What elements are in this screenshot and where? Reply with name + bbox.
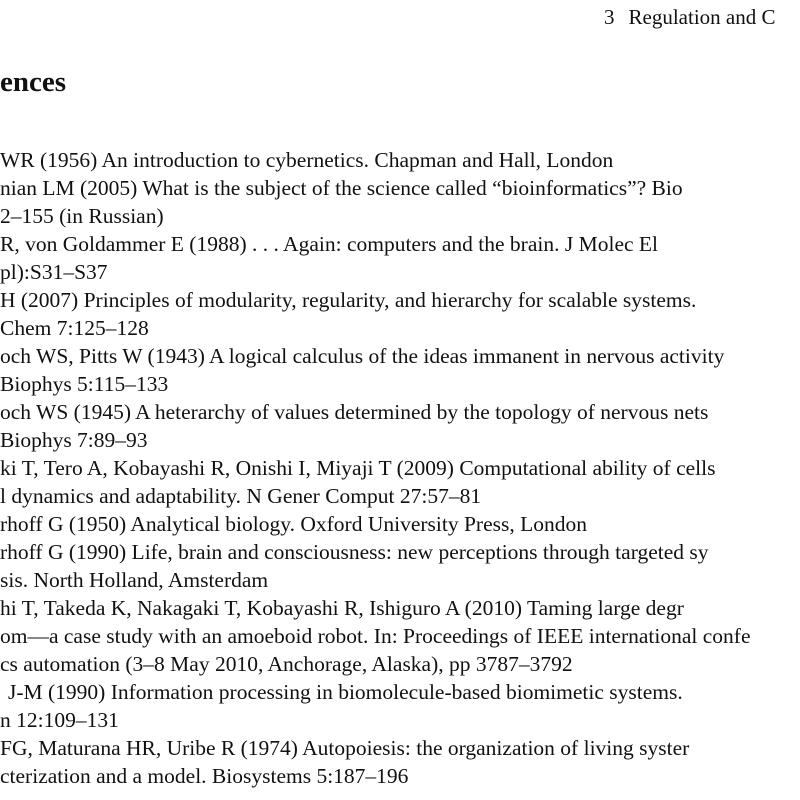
reference-line: rhoff G (1950) Analytical biology. Oxford University Press, London (0, 512, 587, 536)
reference-line: rhoff G (1990) Life, brain and consciousness: new perceptions through targeted sy (0, 540, 709, 564)
chapter-title: Regulation and C (628, 5, 776, 29)
reference-line: R, von Goldammer E (1988) . . . Again: computers and the brain. J Molec El (0, 232, 659, 256)
reference-line: n 12:109–131 (0, 708, 119, 732)
reference-line: cterization and a model. Biosystems 5:187–196 (0, 764, 409, 788)
reference-line: Biophys 7:89–93 (0, 428, 148, 452)
reference-line: Biophys 5:115–133 (0, 372, 169, 396)
reference-line: WR (1956) An introduction to cybernetics. Chapman and Hall, London (0, 148, 614, 172)
section-title: ences (0, 66, 67, 98)
reference-line: pl):S31–S37 (0, 260, 108, 284)
reference-line: och WS, Pitts W (1943) A logical calculus of the ideas immanent in nervous activity (0, 344, 725, 368)
reference-line: sis. North Holland, Amsterdam (0, 568, 269, 592)
reference-line: hi T, Takeda K, Nakagaki T, Kobayashi R, Ishiguro A (2010) Taming large degr (0, 596, 684, 620)
reference-line: 2–155 (in Russian) (0, 204, 164, 228)
reference-line: ki T, Tero A, Kobayashi R, Onishi I, Miyaji T (2009) Computational ability of cells (0, 456, 716, 480)
reference-line: nian LM (2005) What is the subject of the science called “bioinformatics”? Bio (0, 176, 683, 200)
reference-line: och WS (1945) A heterarchy of values determined by the topology of nervous nets (0, 400, 709, 424)
reference-line: FG, Maturana HR, Uribe R (1974) Autopoiesis: the organization of living syster (0, 736, 690, 760)
running-head (604, 5, 775, 30)
reference-line: cs automation (3–8 May 2010, Anchorage, Alaska), pp 3787–3792 (0, 652, 573, 676)
reference-line: Chem 7:125–128 (0, 316, 149, 340)
reference-line: H (2007) Principles of modularity, regularity, and hierarchy for scalable systems. (0, 288, 697, 312)
reference-line: J-M (1990) Information processing in biomolecule-based biomimetic systems. (8, 680, 683, 704)
chapter-number: 3 (604, 5, 615, 29)
reference-line: om—a case study with an amoeboid robot. In: Proceedings of IEEE international confe (0, 624, 751, 648)
reference-line: l dynamics and adaptability. N Gener Comput 27:57–81 (0, 484, 482, 508)
